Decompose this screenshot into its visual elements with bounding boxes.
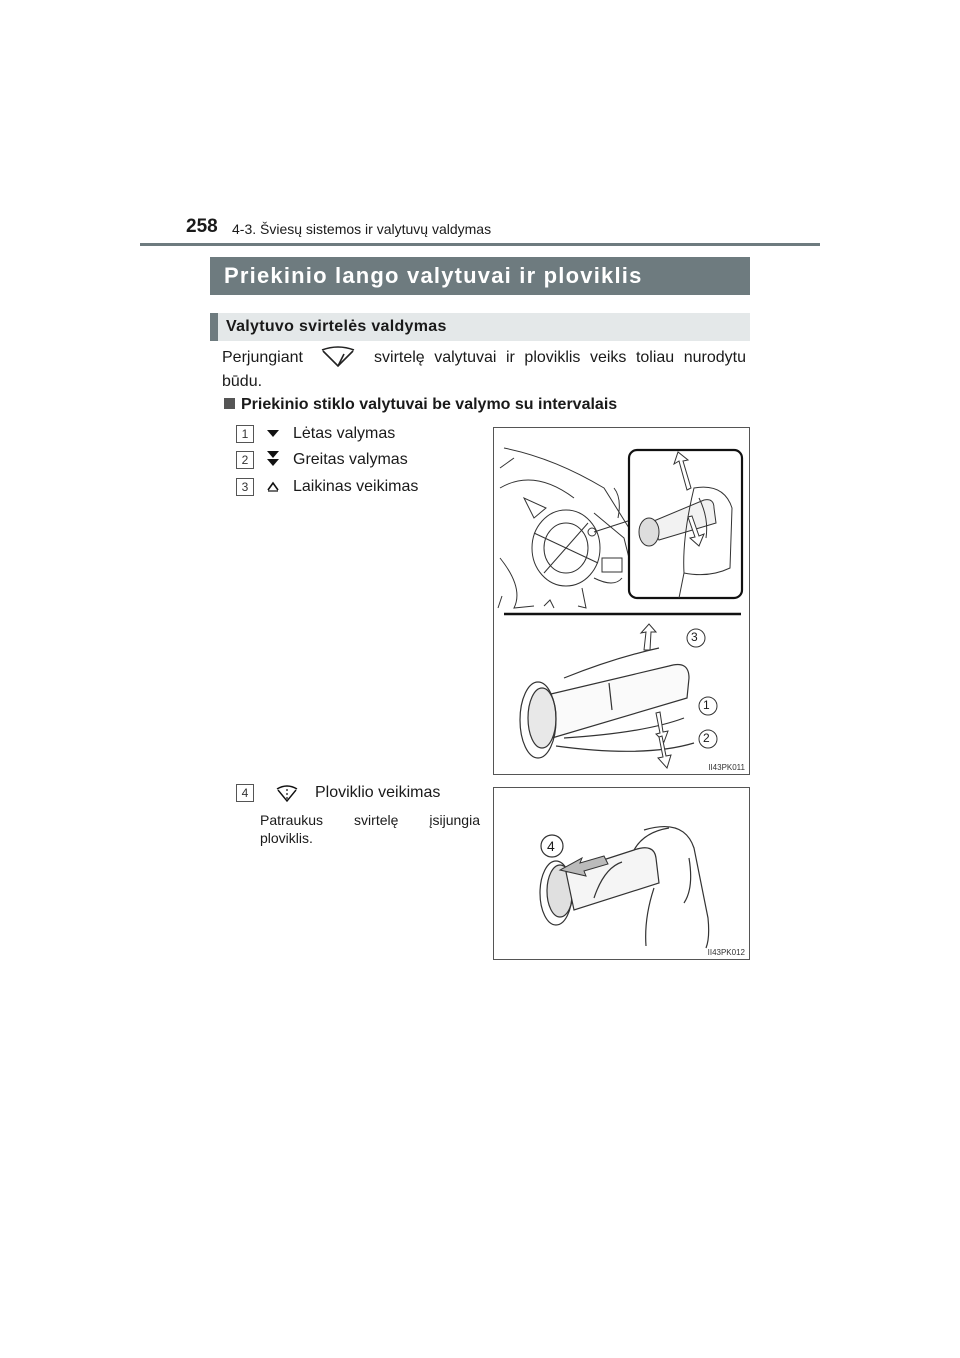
bullet-square-icon: [224, 398, 235, 409]
item-number: 3: [236, 478, 254, 496]
washer-lever-illustration: [494, 788, 750, 960]
callout-4: 4: [547, 838, 555, 854]
item-label: Laikinas veikimas: [293, 478, 419, 495]
item-label: Greitas valymas: [293, 451, 408, 468]
item-label: Lėtas valymas: [293, 425, 396, 442]
single-down-arrow-icon: [266, 427, 280, 439]
callout-2: 2: [703, 731, 710, 745]
bullet-heading-text: Priekinio stiklo valytuvai be valymo su intervalais: [241, 396, 618, 413]
wiper-icon: [312, 350, 364, 364]
item-label: Ploviklio veikimas: [315, 784, 441, 801]
figure-code: II43PK012: [707, 948, 745, 957]
wiper-lever-illustration: [494, 428, 750, 775]
callout-1: 1: [703, 698, 710, 712]
intro-text-start: Perjungiant: [222, 349, 303, 366]
callout-3: 3: [691, 630, 698, 644]
item-number: 2: [236, 451, 254, 469]
header-rule: [140, 243, 820, 246]
washer-icon: [276, 783, 298, 803]
section-reference: 4-3. Šviesų sistemos ir valytuvų valdymas: [232, 221, 492, 237]
item-number: 1: [236, 425, 254, 443]
washer-note: Patraukus svirtelę įsijungia ploviklis.: [260, 812, 480, 846]
double-down-arrow-icon: [266, 450, 280, 468]
figure-code: II43PK011: [708, 763, 745, 772]
figure-washer-lever: [493, 787, 750, 960]
figure-wiper-lever: [493, 427, 750, 775]
subsection-title: Valytuvo svirtelės valdymas: [210, 313, 750, 341]
up-chevron-icon: [266, 480, 280, 492]
page-number: 258: [186, 216, 218, 237]
intro-paragraph: [222, 346, 746, 394]
bullet-heading: [224, 396, 617, 414]
item-number: 4: [236, 784, 254, 802]
section-title: Priekinio lango valytuvai ir ploviklis: [210, 257, 750, 295]
intro-text-end: svirtelę valytuvai ir ploviklis veiks toliau nurodytu būdu.: [222, 349, 746, 390]
